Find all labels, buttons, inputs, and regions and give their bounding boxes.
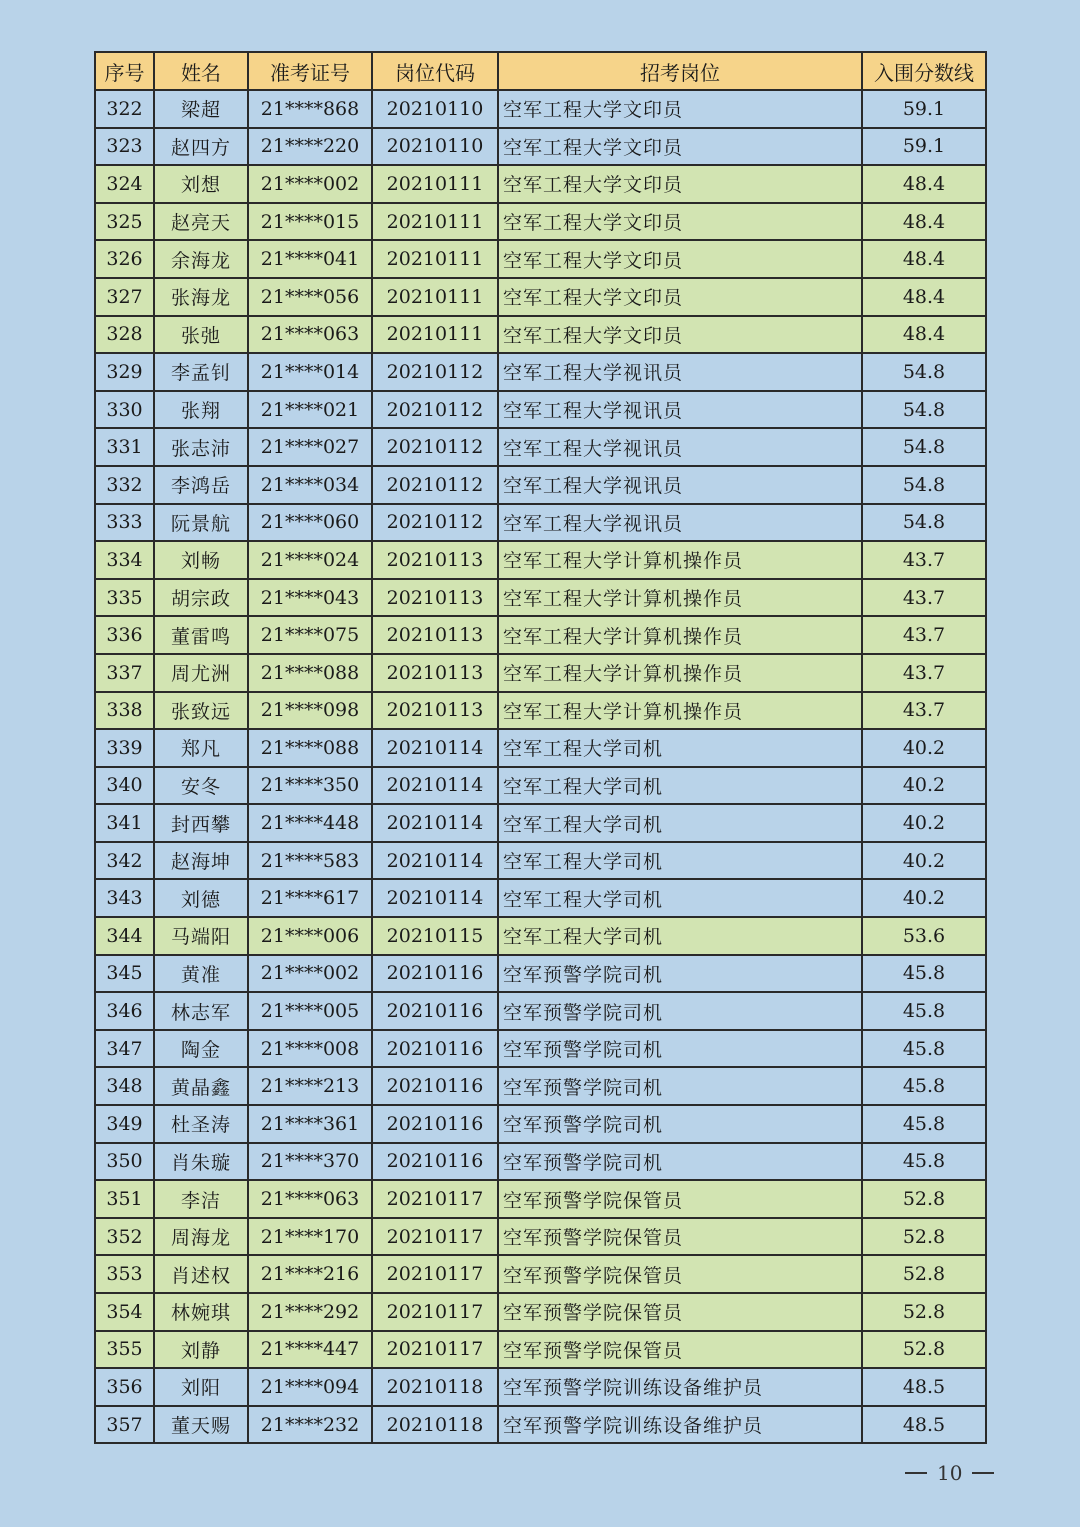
cell-cutoff-score: 54.8 (862, 504, 986, 542)
cell-position: 空军预警学院保管员 (498, 1180, 862, 1218)
table-row (95, 917, 986, 955)
cell-name: 赵亮天 (154, 203, 248, 241)
cell-position: 空军工程大学计算机操作员 (498, 654, 862, 692)
cell-number: 336 (95, 616, 154, 654)
cell-exam-id: 21****063 (248, 1180, 372, 1218)
cell-number: 351 (95, 1180, 154, 1218)
cell-position-code: 20210111 (372, 165, 498, 203)
cell-position-code: 20210116 (372, 1143, 498, 1181)
page-number: 10 (937, 1461, 963, 1485)
cell-cutoff-score: 48.4 (862, 240, 986, 278)
cell-number: 349 (95, 1105, 154, 1143)
cell-position-code: 20210116 (372, 1067, 498, 1105)
cell-position: 空军预警学院司机 (498, 1067, 862, 1105)
cell-cutoff-score: 54.8 (862, 466, 986, 504)
cell-cutoff-score: 40.2 (862, 767, 986, 805)
table-row (95, 955, 986, 993)
cell-name: 赵四方 (154, 128, 248, 166)
cell-number: 323 (95, 128, 154, 166)
cell-position-code: 20210118 (372, 1406, 498, 1444)
cell-number: 344 (95, 917, 154, 955)
cell-name: 马端阳 (154, 917, 248, 955)
cell-number: 338 (95, 692, 154, 730)
cell-cutoff-score: 48.4 (862, 165, 986, 203)
table-body (95, 90, 986, 1443)
cell-position: 空军工程大学视讯员 (498, 391, 862, 429)
cell-number: 346 (95, 992, 154, 1030)
table-row (95, 353, 986, 391)
cell-cutoff-score: 45.8 (862, 1030, 986, 1068)
table-row (95, 804, 986, 842)
cell-cutoff-score: 43.7 (862, 541, 986, 579)
cell-exam-id: 21****021 (248, 391, 372, 429)
cell-position-code: 20210116 (372, 992, 498, 1030)
cell-exam-id: 21****002 (248, 955, 372, 993)
cell-position: 空军工程大学视讯员 (498, 428, 862, 466)
cell-name: 黄晶鑫 (154, 1067, 248, 1105)
cell-position-code: 20210111 (372, 278, 498, 316)
cell-position: 空军工程大学文印员 (498, 203, 862, 241)
cell-position-code: 20210117 (372, 1293, 498, 1331)
cell-number: 353 (95, 1255, 154, 1293)
cell-position-code: 20210118 (372, 1368, 498, 1406)
cell-cutoff-score: 45.8 (862, 1067, 986, 1105)
cell-position: 空军预警学院司机 (498, 1030, 862, 1068)
cell-position-code: 20210113 (372, 654, 498, 692)
cell-exam-id: 21****361 (248, 1105, 372, 1143)
cell-cutoff-score: 45.8 (862, 1143, 986, 1181)
cell-number: 329 (95, 353, 154, 391)
cell-position-code: 20210111 (372, 203, 498, 241)
cell-position-code: 20210117 (372, 1180, 498, 1218)
cell-name: 林婉琪 (154, 1293, 248, 1331)
cell-exam-id: 21****232 (248, 1406, 372, 1444)
cell-position-code: 20210115 (372, 917, 498, 955)
header-position-code: 岗位代码 (372, 52, 498, 90)
cell-exam-id: 21****216 (248, 1255, 372, 1293)
cell-cutoff-score: 48.4 (862, 316, 986, 354)
cell-number: 340 (95, 767, 154, 805)
cell-cutoff-score: 48.5 (862, 1406, 986, 1444)
table-row (95, 1293, 986, 1331)
table-row (95, 203, 986, 241)
cell-exam-id: 21****024 (248, 541, 372, 579)
cell-position: 空军预警学院保管员 (498, 1331, 862, 1369)
cell-name: 刘阳 (154, 1368, 248, 1406)
table-row (95, 1255, 986, 1293)
table-row (95, 278, 986, 316)
cell-number: 348 (95, 1067, 154, 1105)
cell-number: 350 (95, 1143, 154, 1181)
cell-exam-id: 21****220 (248, 128, 372, 166)
cell-position: 空军工程大学文印员 (498, 240, 862, 278)
cell-number: 352 (95, 1218, 154, 1256)
cell-name: 赵海坤 (154, 842, 248, 880)
cell-cutoff-score: 45.8 (862, 992, 986, 1030)
cell-cutoff-score: 40.2 (862, 804, 986, 842)
cell-position-code: 20210113 (372, 616, 498, 654)
cell-number: 354 (95, 1293, 154, 1331)
cell-exam-id: 21****170 (248, 1218, 372, 1256)
cell-name: 李孟钊 (154, 353, 248, 391)
cell-exam-id: 21****094 (248, 1368, 372, 1406)
cell-position: 空军工程大学计算机操作员 (498, 541, 862, 579)
cell-name: 杜圣涛 (154, 1105, 248, 1143)
footer-dash-left (905, 1472, 927, 1474)
cell-cutoff-score: 45.8 (862, 955, 986, 993)
cell-name: 梁超 (154, 90, 248, 128)
cell-name: 李鸿岳 (154, 466, 248, 504)
table-row (95, 616, 986, 654)
results-table (94, 51, 987, 1444)
cell-exam-id: 21****002 (248, 165, 372, 203)
cell-number: 327 (95, 278, 154, 316)
cell-cutoff-score: 43.7 (862, 616, 986, 654)
cell-position-code: 20210114 (372, 729, 498, 767)
cell-position: 空军工程大学司机 (498, 767, 862, 805)
cell-number: 339 (95, 729, 154, 767)
cell-exam-id: 21****041 (248, 240, 372, 278)
cell-position-code: 20210114 (372, 879, 498, 917)
cell-number: 357 (95, 1406, 154, 1444)
cell-position-code: 20210112 (372, 504, 498, 542)
cell-name: 刘德 (154, 879, 248, 917)
table-row (95, 165, 986, 203)
cell-name: 黄准 (154, 955, 248, 993)
footer-dash-right (972, 1472, 994, 1474)
cell-name: 肖述权 (154, 1255, 248, 1293)
cell-position: 空军工程大学司机 (498, 879, 862, 917)
cell-exam-id: 21****027 (248, 428, 372, 466)
cell-exam-id: 21****006 (248, 917, 372, 955)
header-position: 招考岗位 (498, 52, 862, 90)
cell-exam-id: 21****015 (248, 203, 372, 241)
cell-position: 空军工程大学视讯员 (498, 466, 862, 504)
cell-position: 空军预警学院司机 (498, 955, 862, 993)
cell-name: 张翔 (154, 391, 248, 429)
cell-position: 空军工程大学计算机操作员 (498, 616, 862, 654)
cell-position: 空军预警学院训练设备维护员 (498, 1406, 862, 1444)
cell-position: 空军预警学院司机 (498, 1105, 862, 1143)
cell-position-code: 20210114 (372, 804, 498, 842)
cell-exam-id: 21****056 (248, 278, 372, 316)
cell-exam-id: 21****075 (248, 616, 372, 654)
cell-exam-id: 21****034 (248, 466, 372, 504)
cell-position: 空军工程大学视讯员 (498, 353, 862, 391)
table-row (95, 240, 986, 278)
cell-number: 347 (95, 1030, 154, 1068)
cell-number: 337 (95, 654, 154, 692)
cell-cutoff-score: 48.5 (862, 1368, 986, 1406)
cell-name: 陶金 (154, 1030, 248, 1068)
cell-position-code: 20210113 (372, 541, 498, 579)
cell-position: 空军工程大学计算机操作员 (498, 579, 862, 617)
cell-number: 334 (95, 541, 154, 579)
cell-position-code: 20210112 (372, 353, 498, 391)
cell-cutoff-score: 59.1 (862, 128, 986, 166)
cell-name: 周尤洲 (154, 654, 248, 692)
cell-name: 刘想 (154, 165, 248, 203)
cell-name: 李洁 (154, 1180, 248, 1218)
cell-cutoff-score: 43.7 (862, 654, 986, 692)
cell-position: 空军预警学院训练设备维护员 (498, 1368, 862, 1406)
cell-position-code: 20210117 (372, 1331, 498, 1369)
cell-exam-id: 21****063 (248, 316, 372, 354)
table-row (95, 1143, 986, 1181)
cell-exam-id: 21****088 (248, 654, 372, 692)
cell-name: 胡宗政 (154, 579, 248, 617)
header-number: 序号 (95, 52, 154, 90)
cell-name: 张海龙 (154, 278, 248, 316)
cell-cutoff-score: 54.8 (862, 353, 986, 391)
cell-name: 董雷鸣 (154, 616, 248, 654)
cell-name: 林志军 (154, 992, 248, 1030)
cell-number: 328 (95, 316, 154, 354)
cell-number: 331 (95, 428, 154, 466)
cell-position: 空军工程大学文印员 (498, 90, 862, 128)
cell-position: 空军工程大学视讯员 (498, 504, 862, 542)
cell-position-code: 20210114 (372, 842, 498, 880)
cell-name: 阮景航 (154, 504, 248, 542)
table-row (95, 1368, 986, 1406)
cell-position-code: 20210113 (372, 579, 498, 617)
cell-exam-id: 21****448 (248, 804, 372, 842)
cell-name: 刘畅 (154, 541, 248, 579)
cell-position: 空军工程大学文印员 (498, 278, 862, 316)
cell-position-code: 20210117 (372, 1218, 498, 1256)
cell-number: 322 (95, 90, 154, 128)
cell-position: 空军预警学院司机 (498, 1143, 862, 1181)
cell-exam-id: 21****043 (248, 579, 372, 617)
cell-position: 空军预警学院司机 (498, 992, 862, 1030)
results-table-container (94, 51, 985, 1444)
cell-cutoff-score: 48.4 (862, 278, 986, 316)
table-row (95, 128, 986, 166)
cell-position: 空军预警学院保管员 (498, 1255, 862, 1293)
table-row (95, 692, 986, 730)
cell-position: 空军工程大学司机 (498, 917, 862, 955)
cell-exam-id: 21****617 (248, 879, 372, 917)
header-cutoff-score: 入围分数线 (862, 52, 986, 90)
cell-position-code: 20210117 (372, 1255, 498, 1293)
cell-position: 空军工程大学文印员 (498, 165, 862, 203)
page-footer (895, 1461, 1004, 1485)
table-row (95, 579, 986, 617)
cell-name: 董天赐 (154, 1406, 248, 1444)
cell-number: 324 (95, 165, 154, 203)
cell-position-code: 20210111 (372, 316, 498, 354)
cell-number: 345 (95, 955, 154, 993)
cell-exam-id: 21****008 (248, 1030, 372, 1068)
cell-position-code: 20210112 (372, 428, 498, 466)
cell-position: 空军工程大学司机 (498, 804, 862, 842)
header-name: 姓名 (154, 52, 248, 90)
cell-position: 空军预警学院保管员 (498, 1218, 862, 1256)
cell-number: 332 (95, 466, 154, 504)
cell-cutoff-score: 48.4 (862, 203, 986, 241)
cell-cutoff-score: 54.8 (862, 391, 986, 429)
table-row (95, 842, 986, 880)
table-row (95, 1406, 986, 1444)
table-row (95, 1105, 986, 1143)
cell-cutoff-score: 54.8 (862, 428, 986, 466)
cell-position: 空军工程大学司机 (498, 729, 862, 767)
cell-number: 343 (95, 879, 154, 917)
table-row (95, 1331, 986, 1369)
cell-exam-id: 21****447 (248, 1331, 372, 1369)
cell-exam-id: 21****583 (248, 842, 372, 880)
table-row (95, 879, 986, 917)
table-row (95, 1067, 986, 1105)
cell-exam-id: 21****868 (248, 90, 372, 128)
cell-cutoff-score: 52.8 (862, 1180, 986, 1218)
cell-name: 郑凡 (154, 729, 248, 767)
cell-position-code: 20210111 (372, 240, 498, 278)
table-row (95, 767, 986, 805)
cell-number: 333 (95, 504, 154, 542)
cell-position: 空军工程大学计算机操作员 (498, 692, 862, 730)
cell-number: 325 (95, 203, 154, 241)
cell-name: 张弛 (154, 316, 248, 354)
cell-exam-id: 21****060 (248, 504, 372, 542)
cell-name: 肖朱璇 (154, 1143, 248, 1181)
cell-position-code: 20210114 (372, 767, 498, 805)
table-row (95, 90, 986, 128)
cell-position: 空军预警学院保管员 (498, 1293, 862, 1331)
table-row (95, 1218, 986, 1256)
cell-cutoff-score: 43.7 (862, 692, 986, 730)
table-row (95, 654, 986, 692)
cell-position-code: 20210112 (372, 466, 498, 504)
cell-exam-id: 21****098 (248, 692, 372, 730)
cell-exam-id: 21****350 (248, 767, 372, 805)
cell-position-code: 20210110 (372, 128, 498, 166)
cell-position: 空军工程大学文印员 (498, 316, 862, 354)
cell-position-code: 20210112 (372, 391, 498, 429)
cell-exam-id: 21****292 (248, 1293, 372, 1331)
cell-exam-id: 21****370 (248, 1143, 372, 1181)
table-row (95, 729, 986, 767)
cell-cutoff-score: 52.8 (862, 1331, 986, 1369)
cell-exam-id: 21****005 (248, 992, 372, 1030)
cell-name: 刘静 (154, 1331, 248, 1369)
cell-name: 安冬 (154, 767, 248, 805)
header-exam-id: 准考证号 (248, 52, 372, 90)
table-row (95, 391, 986, 429)
cell-number: 355 (95, 1331, 154, 1369)
cell-number: 341 (95, 804, 154, 842)
cell-cutoff-score: 59.1 (862, 90, 986, 128)
cell-cutoff-score: 40.2 (862, 729, 986, 767)
table-header-row (95, 52, 986, 90)
table-row (95, 1030, 986, 1068)
cell-position-code: 20210116 (372, 1105, 498, 1143)
cell-number: 335 (95, 579, 154, 617)
table-row (95, 466, 986, 504)
cell-position: 空军工程大学司机 (498, 842, 862, 880)
cell-position-code: 20210110 (372, 90, 498, 128)
cell-exam-id: 21****213 (248, 1067, 372, 1105)
cell-cutoff-score: 52.8 (862, 1293, 986, 1331)
cell-name: 封西攀 (154, 804, 248, 842)
table-row (95, 992, 986, 1030)
cell-number: 326 (95, 240, 154, 278)
cell-name: 余海龙 (154, 240, 248, 278)
table-row (95, 316, 986, 354)
cell-number: 356 (95, 1368, 154, 1406)
cell-cutoff-score: 45.8 (862, 1105, 986, 1143)
cell-number: 330 (95, 391, 154, 429)
cell-cutoff-score: 43.7 (862, 579, 986, 617)
cell-name: 周海龙 (154, 1218, 248, 1256)
cell-position-code: 20210113 (372, 692, 498, 730)
table-row (95, 541, 986, 579)
cell-cutoff-score: 52.8 (862, 1255, 986, 1293)
cell-name: 张致远 (154, 692, 248, 730)
cell-cutoff-score: 40.2 (862, 842, 986, 880)
cell-cutoff-score: 52.8 (862, 1218, 986, 1256)
table-row (95, 428, 986, 466)
table-row (95, 1180, 986, 1218)
cell-position: 空军工程大学文印员 (498, 128, 862, 166)
cell-cutoff-score: 40.2 (862, 879, 986, 917)
cell-exam-id: 21****014 (248, 353, 372, 391)
cell-number: 342 (95, 842, 154, 880)
cell-position-code: 20210116 (372, 1030, 498, 1068)
cell-exam-id: 21****088 (248, 729, 372, 767)
cell-name: 张志沛 (154, 428, 248, 466)
cell-position-code: 20210116 (372, 955, 498, 993)
table-row (95, 504, 986, 542)
cell-cutoff-score: 53.6 (862, 917, 986, 955)
